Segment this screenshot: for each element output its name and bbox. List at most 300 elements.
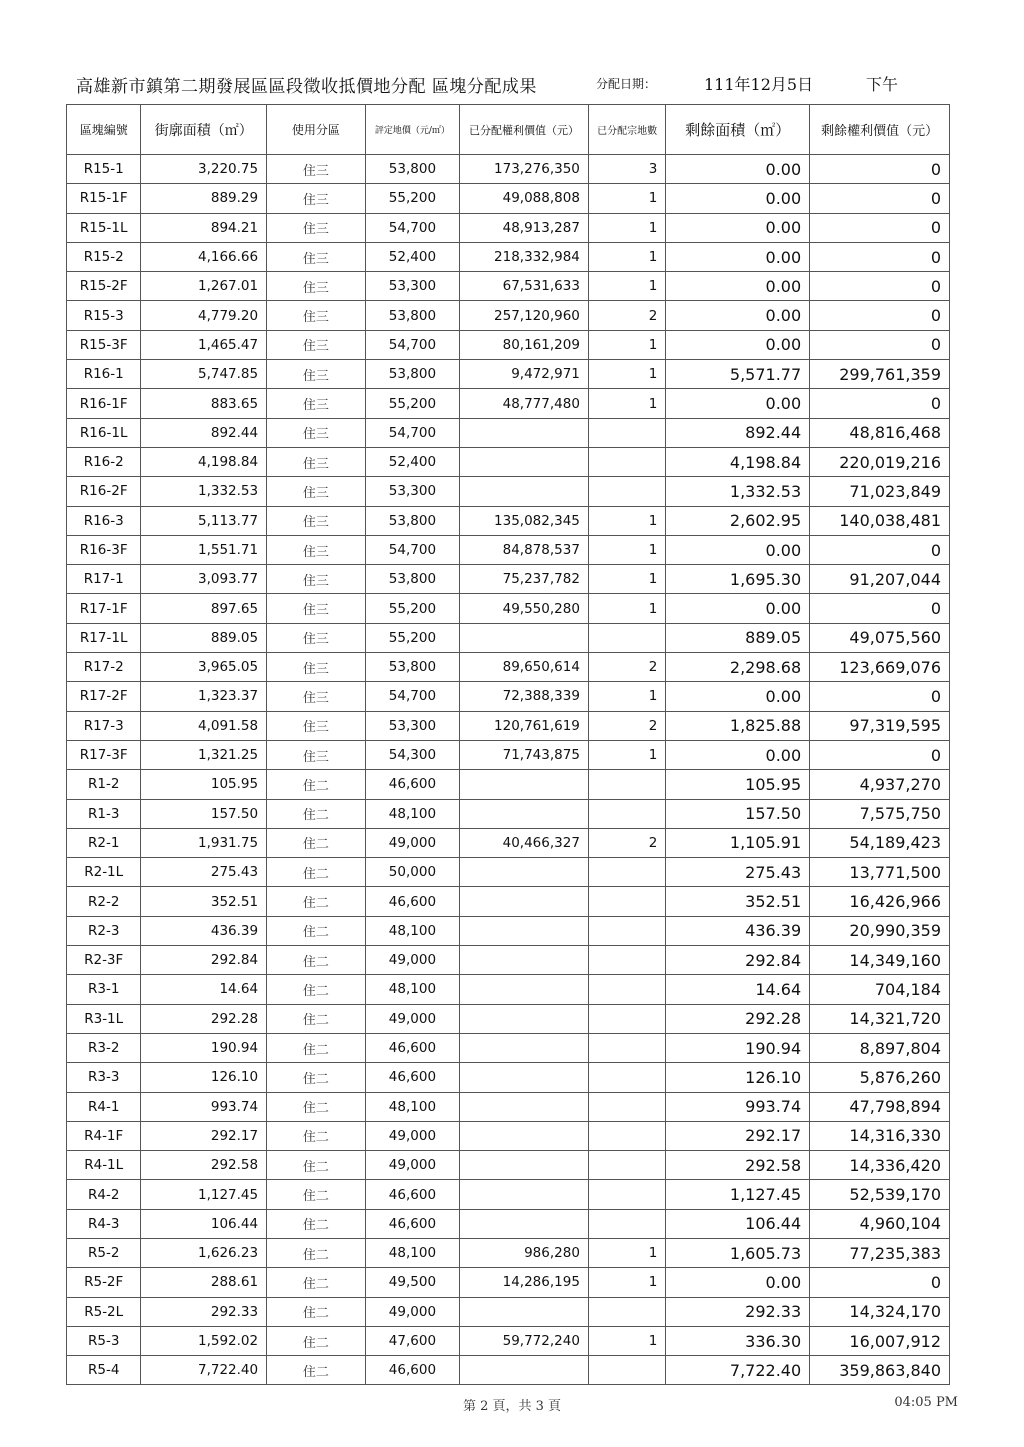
cell-block-id: R4-1 [67, 1092, 141, 1121]
cell-allocated-lots [588, 1151, 665, 1180]
table-row [67, 242, 950, 271]
cell-block-area: 106.44 [141, 1209, 267, 1238]
cell-block-id: R5-4 [67, 1356, 141, 1385]
table-row [67, 770, 950, 799]
cell-block-id: R3-1L [67, 1004, 141, 1033]
cell-assessed-price: 53,800 [365, 653, 460, 682]
cell-remaining-area: 275.43 [666, 858, 810, 887]
cell-remaining-value: 0 [810, 389, 950, 418]
cell-assessed-price: 48,100 [365, 916, 460, 945]
table-row [67, 360, 950, 389]
cell-remaining-value: 48,816,468 [810, 418, 950, 447]
cell-block-area: 883.65 [141, 389, 267, 418]
cell-remaining-area: 190.94 [666, 1033, 810, 1062]
cell-zoning: 住二 [267, 1297, 366, 1326]
page-number: 第 2 頁，共 3 頁 [462, 1399, 562, 1414]
cell-zoning: 住二 [267, 1238, 366, 1267]
cell-allocated-lots [588, 1209, 665, 1238]
table-row [67, 272, 950, 301]
cell-remaining-value: 0 [810, 1268, 950, 1297]
cell-remaining-value: 0 [810, 184, 950, 213]
cell-assessed-price: 49,000 [365, 828, 460, 857]
cell-block-area: 889.05 [141, 623, 267, 652]
cell-allocated-value [460, 799, 589, 828]
cell-block-area: 126.10 [141, 1063, 267, 1092]
cell-block-area: 1,321.25 [141, 740, 267, 769]
cell-assessed-price: 46,600 [365, 887, 460, 916]
cell-allocated-value [460, 887, 589, 916]
cell-remaining-value: 77,235,383 [810, 1238, 950, 1267]
column-header-allocated-lots: 已分配宗地數 [588, 105, 665, 155]
cell-allocated-lots [588, 799, 665, 828]
cell-block-id: R5-3 [67, 1326, 141, 1355]
cell-zoning: 住二 [267, 887, 366, 916]
cell-block-id: R2-1 [67, 828, 141, 857]
cell-assessed-price: 48,100 [365, 1092, 460, 1121]
cell-zoning: 住三 [267, 682, 366, 711]
cell-allocated-lots [588, 946, 665, 975]
cell-allocated-lots: 1 [588, 535, 665, 564]
cell-assessed-price: 46,600 [365, 1209, 460, 1238]
cell-block-area: 5,747.85 [141, 360, 267, 389]
cell-zoning: 住二 [267, 828, 366, 857]
cell-allocated-value: 9,472,971 [460, 360, 589, 389]
cell-allocated-value: 218,332,984 [460, 242, 589, 271]
cell-block-area: 292.58 [141, 1151, 267, 1180]
table-row [67, 155, 950, 184]
cell-block-id: R2-3 [67, 916, 141, 945]
cell-remaining-value: 220,019,216 [810, 447, 950, 476]
table-row [67, 828, 950, 857]
cell-remaining-area: 336.30 [666, 1326, 810, 1355]
cell-remaining-value: 14,321,720 [810, 1004, 950, 1033]
cell-allocated-lots [588, 418, 665, 447]
cell-allocated-lots: 1 [588, 682, 665, 711]
cell-zoning: 住三 [267, 272, 366, 301]
cell-allocated-lots: 1 [588, 565, 665, 594]
cell-allocated-value [460, 1092, 589, 1121]
cell-allocated-lots: 1 [588, 272, 665, 301]
cell-remaining-value: 4,960,104 [810, 1209, 950, 1238]
cell-remaining-value: 5,876,260 [810, 1063, 950, 1092]
cell-zoning: 住二 [267, 1180, 366, 1209]
cell-allocated-value: 89,650,614 [460, 653, 589, 682]
cell-remaining-area: 2,298.68 [666, 653, 810, 682]
cell-block-area: 157.50 [141, 799, 267, 828]
cell-zoning: 住二 [267, 770, 366, 799]
cell-block-id: R17-2 [67, 653, 141, 682]
cell-allocated-value [460, 975, 589, 1004]
cell-remaining-value: 14,336,420 [810, 1151, 950, 1180]
cell-block-area: 894.21 [141, 213, 267, 242]
table-row [67, 184, 950, 213]
table-row [67, 1063, 950, 1092]
table-row [67, 418, 950, 447]
cell-block-id: R3-1 [67, 975, 141, 1004]
cell-assessed-price: 53,300 [365, 477, 460, 506]
table-row [67, 477, 950, 506]
cell-allocated-value: 48,913,287 [460, 213, 589, 242]
cell-remaining-area: 0.00 [666, 155, 810, 184]
cell-allocated-value [460, 916, 589, 945]
cell-allocated-value [460, 946, 589, 975]
cell-block-id: R2-2 [67, 887, 141, 916]
cell-remaining-value: 20,990,359 [810, 916, 950, 945]
cell-remaining-value: 91,207,044 [810, 565, 950, 594]
cell-zoning: 住三 [267, 389, 366, 418]
cell-allocated-value: 75,237,782 [460, 565, 589, 594]
cell-allocated-value: 59,772,240 [460, 1326, 589, 1355]
cell-remaining-area: 0.00 [666, 389, 810, 418]
cell-zoning: 住三 [267, 506, 366, 535]
cell-zoning: 住二 [267, 946, 366, 975]
cell-block-id: R16-3F [67, 535, 141, 564]
cell-assessed-price: 49,000 [365, 1004, 460, 1033]
column-header-assessed-price: 評定地價（元/㎡） [365, 105, 460, 155]
cell-remaining-area: 352.51 [666, 887, 810, 916]
cell-block-area: 292.33 [141, 1297, 267, 1326]
cell-zoning: 住三 [267, 330, 366, 359]
cell-assessed-price: 46,600 [365, 1063, 460, 1092]
cell-zoning: 住三 [267, 447, 366, 476]
cell-block-id: R3-2 [67, 1033, 141, 1062]
cell-allocated-lots: 1 [588, 184, 665, 213]
cell-remaining-area: 1,695.30 [666, 565, 810, 594]
cell-allocated-lots: 1 [588, 1326, 665, 1355]
cell-remaining-value: 14,324,170 [810, 1297, 950, 1326]
cell-zoning: 住三 [267, 242, 366, 271]
cell-allocated-lots [588, 916, 665, 945]
cell-block-id: R15-3F [67, 330, 141, 359]
cell-block-id: R15-3 [67, 301, 141, 330]
cell-zoning: 住三 [267, 653, 366, 682]
cell-remaining-area: 1,127.45 [666, 1180, 810, 1209]
cell-block-area: 3,220.75 [141, 155, 267, 184]
cell-block-area: 14.64 [141, 975, 267, 1004]
cell-block-id: R16-1L [67, 418, 141, 447]
cell-remaining-value: 359,863,840 [810, 1356, 950, 1385]
cell-block-id: R4-1L [67, 1151, 141, 1180]
cell-block-area: 1,127.45 [141, 1180, 267, 1209]
cell-block-area: 352.51 [141, 887, 267, 916]
cell-block-area: 1,931.75 [141, 828, 267, 857]
cell-remaining-value: 16,007,912 [810, 1326, 950, 1355]
cell-block-id: R5-2 [67, 1238, 141, 1267]
cell-zoning: 住二 [267, 1004, 366, 1033]
table-row [67, 1297, 950, 1326]
cell-allocated-lots: 2 [588, 653, 665, 682]
cell-remaining-value: 140,038,481 [810, 506, 950, 535]
cell-remaining-area: 0.00 [666, 682, 810, 711]
cell-block-id: R15-2F [67, 272, 141, 301]
table-row [67, 1268, 950, 1297]
cell-allocated-value: 40,466,327 [460, 828, 589, 857]
cell-allocated-value [460, 1063, 589, 1092]
cell-allocated-value [460, 623, 589, 652]
cell-remaining-value: 14,349,160 [810, 946, 950, 975]
allocation-date-label: 分配日期： [596, 77, 657, 91]
cell-block-id: R15-1L [67, 213, 141, 242]
cell-block-area: 292.28 [141, 1004, 267, 1033]
cell-assessed-price: 53,300 [365, 711, 460, 740]
cell-allocated-lots: 1 [588, 1268, 665, 1297]
cell-block-area: 5,113.77 [141, 506, 267, 535]
cell-allocated-lots [588, 1033, 665, 1062]
cell-block-area: 4,166.66 [141, 242, 267, 271]
cell-assessed-price: 49,000 [365, 1121, 460, 1150]
cell-remaining-area: 1,605.73 [666, 1238, 810, 1267]
cell-assessed-price: 48,100 [365, 799, 460, 828]
cell-block-area: 3,965.05 [141, 653, 267, 682]
cell-remaining-value: 0 [810, 272, 950, 301]
cell-block-area: 1,267.01 [141, 272, 267, 301]
cell-allocated-lots [588, 858, 665, 887]
cell-allocated-lots: 1 [588, 360, 665, 389]
cell-assessed-price: 54,700 [365, 213, 460, 242]
cell-block-area: 993.74 [141, 1092, 267, 1121]
cell-allocated-lots [588, 1180, 665, 1209]
cell-block-area: 4,779.20 [141, 301, 267, 330]
allocation-table [66, 104, 950, 1385]
cell-zoning: 住二 [267, 1121, 366, 1150]
cell-allocated-value: 71,743,875 [460, 740, 589, 769]
cell-allocated-lots: 1 [588, 740, 665, 769]
cell-remaining-area: 0.00 [666, 242, 810, 271]
cell-block-id: R15-1 [67, 155, 141, 184]
cell-remaining-value: 4,937,270 [810, 770, 950, 799]
print-time: 04:05 PM [894, 1395, 958, 1410]
cell-block-id: R17-3F [67, 740, 141, 769]
table-row [67, 1326, 950, 1355]
cell-allocated-value [460, 1356, 589, 1385]
cell-assessed-price: 46,600 [365, 770, 460, 799]
table-row [67, 1004, 950, 1033]
cell-remaining-area: 14.64 [666, 975, 810, 1004]
table-row [67, 623, 950, 652]
cell-block-id: R16-2F [67, 477, 141, 506]
table-row [67, 711, 950, 740]
cell-block-area: 3,093.77 [141, 565, 267, 594]
cell-remaining-value: 123,669,076 [810, 653, 950, 682]
cell-allocated-lots [588, 975, 665, 1004]
table-row [67, 1209, 950, 1238]
cell-assessed-price: 55,200 [365, 594, 460, 623]
cell-allocated-value: 49,550,280 [460, 594, 589, 623]
cell-assessed-price: 49,000 [365, 946, 460, 975]
cell-remaining-value: 49,075,560 [810, 623, 950, 652]
cell-block-id: R16-2 [67, 447, 141, 476]
cell-remaining-area: 5,571.77 [666, 360, 810, 389]
cell-zoning: 住二 [267, 858, 366, 887]
cell-allocated-lots [588, 1356, 665, 1385]
cell-remaining-value: 0 [810, 330, 950, 359]
cell-assessed-price: 53,800 [365, 565, 460, 594]
cell-zoning: 住三 [267, 213, 366, 242]
cell-remaining-value: 299,761,359 [810, 360, 950, 389]
cell-remaining-value: 14,316,330 [810, 1121, 950, 1150]
cell-block-id: R17-3 [67, 711, 141, 740]
cell-remaining-value: 52,539,170 [810, 1180, 950, 1209]
table-row [67, 594, 950, 623]
cell-zoning: 住三 [267, 418, 366, 447]
cell-remaining-value: 0 [810, 242, 950, 271]
cell-remaining-value: 0 [810, 301, 950, 330]
cell-remaining-area: 292.33 [666, 1297, 810, 1326]
table-row [67, 916, 950, 945]
cell-zoning: 住三 [267, 301, 366, 330]
cell-block-id: R4-3 [67, 1209, 141, 1238]
cell-zoning: 住二 [267, 1356, 366, 1385]
cell-allocated-lots [588, 887, 665, 916]
cell-block-area: 1,551.71 [141, 535, 267, 564]
cell-block-id: R16-1F [67, 389, 141, 418]
cell-remaining-value: 0 [810, 594, 950, 623]
cell-allocated-value [460, 1121, 589, 1150]
cell-block-id: R15-2 [67, 242, 141, 271]
cell-block-area: 436.39 [141, 916, 267, 945]
cell-remaining-area: 0.00 [666, 740, 810, 769]
cell-assessed-price: 50,000 [365, 858, 460, 887]
cell-block-area: 288.61 [141, 1268, 267, 1297]
cell-allocated-lots [588, 447, 665, 476]
cell-block-area: 4,091.58 [141, 711, 267, 740]
cell-remaining-area: 1,332.53 [666, 477, 810, 506]
table-row [67, 1238, 950, 1267]
cell-zoning: 住二 [267, 799, 366, 828]
cell-block-id: R2-1L [67, 858, 141, 887]
cell-allocated-value [460, 1033, 589, 1062]
cell-zoning: 住三 [267, 623, 366, 652]
cell-zoning: 住三 [267, 535, 366, 564]
cell-remaining-area: 0.00 [666, 1268, 810, 1297]
cell-block-id: R1-3 [67, 799, 141, 828]
cell-assessed-price: 53,800 [365, 360, 460, 389]
cell-zoning: 住三 [267, 184, 366, 213]
cell-zoning: 住二 [267, 975, 366, 1004]
cell-remaining-value: 0 [810, 535, 950, 564]
cell-block-area: 1,592.02 [141, 1326, 267, 1355]
cell-remaining-area: 0.00 [666, 594, 810, 623]
table-body [67, 155, 950, 1385]
cell-allocated-value [460, 858, 589, 887]
cell-allocated-value [460, 1004, 589, 1033]
cell-zoning: 住二 [267, 1209, 366, 1238]
cell-assessed-price: 54,700 [365, 418, 460, 447]
document-header [76, 70, 976, 96]
cell-remaining-value: 16,426,966 [810, 887, 950, 916]
table-row [67, 887, 950, 916]
cell-zoning: 住二 [267, 1151, 366, 1180]
cell-remaining-area: 2,602.95 [666, 506, 810, 535]
cell-block-id: R17-1 [67, 565, 141, 594]
cell-block-area: 1,332.53 [141, 477, 267, 506]
cell-block-id: R17-2F [67, 682, 141, 711]
cell-zoning: 住三 [267, 477, 366, 506]
cell-block-area: 7,722.40 [141, 1356, 267, 1385]
cell-remaining-value: 8,897,804 [810, 1033, 950, 1062]
table-row [67, 1180, 950, 1209]
table-row [67, 1092, 950, 1121]
cell-block-id: R16-3 [67, 506, 141, 535]
cell-remaining-value: 54,189,423 [810, 828, 950, 857]
cell-zoning: 住三 [267, 155, 366, 184]
column-header-remaining-area: 剩餘面積（㎡） [666, 105, 810, 155]
cell-block-area: 889.29 [141, 184, 267, 213]
cell-assessed-price: 49,000 [365, 1297, 460, 1326]
cell-block-id: R3-3 [67, 1063, 141, 1092]
cell-zoning: 住二 [267, 1326, 366, 1355]
cell-assessed-price: 52,400 [365, 242, 460, 271]
cell-allocated-lots [588, 1004, 665, 1033]
table-row [67, 301, 950, 330]
cell-allocated-value: 67,531,633 [460, 272, 589, 301]
cell-allocated-lots: 2 [588, 301, 665, 330]
table-row [67, 535, 950, 564]
cell-remaining-area: 106.44 [666, 1209, 810, 1238]
cell-zoning: 住二 [267, 1268, 366, 1297]
cell-remaining-area: 292.84 [666, 946, 810, 975]
allocation-date-value: 111年12月5日 [704, 75, 814, 94]
table-row [67, 1356, 950, 1385]
allocation-period: 下午 [866, 75, 899, 94]
cell-block-area: 292.84 [141, 946, 267, 975]
cell-assessed-price: 53,800 [365, 506, 460, 535]
cell-assessed-price: 47,600 [365, 1326, 460, 1355]
table-row [67, 946, 950, 975]
cell-zoning: 住三 [267, 594, 366, 623]
cell-remaining-area: 0.00 [666, 184, 810, 213]
cell-allocated-lots: 1 [588, 242, 665, 271]
cell-allocated-lots [588, 1063, 665, 1092]
cell-remaining-area: 105.95 [666, 770, 810, 799]
table-row [67, 682, 950, 711]
cell-block-area: 275.43 [141, 858, 267, 887]
cell-remaining-value: 0 [810, 682, 950, 711]
cell-assessed-price: 54,700 [365, 682, 460, 711]
column-header-remaining-value: 剩餘權利價值（元） [810, 105, 950, 155]
cell-allocated-value: 257,120,960 [460, 301, 589, 330]
cell-allocated-value: 986,280 [460, 1238, 589, 1267]
cell-allocated-value [460, 477, 589, 506]
cell-allocated-value [460, 1297, 589, 1326]
cell-allocated-lots: 2 [588, 828, 665, 857]
cell-block-id: R5-2L [67, 1297, 141, 1326]
cell-allocated-lots [588, 477, 665, 506]
cell-zoning: 住二 [267, 916, 366, 945]
cell-allocated-value [460, 1151, 589, 1180]
cell-allocated-lots: 1 [588, 594, 665, 623]
cell-allocated-lots [588, 623, 665, 652]
cell-allocated-lots [588, 1121, 665, 1150]
table-row [67, 1121, 950, 1150]
cell-remaining-area: 436.39 [666, 916, 810, 945]
cell-assessed-price: 52,400 [365, 447, 460, 476]
cell-block-area: 105.95 [141, 770, 267, 799]
cell-remaining-value: 71,023,849 [810, 477, 950, 506]
table-row [67, 506, 950, 535]
cell-allocated-lots: 1 [588, 389, 665, 418]
cell-remaining-area: 0.00 [666, 330, 810, 359]
cell-block-id: R1-2 [67, 770, 141, 799]
cell-assessed-price: 55,200 [365, 389, 460, 418]
cell-block-id: R17-1F [67, 594, 141, 623]
cell-allocated-value [460, 418, 589, 447]
table-row [67, 389, 950, 418]
cell-assessed-price: 46,600 [365, 1356, 460, 1385]
cell-remaining-value: 0 [810, 213, 950, 242]
cell-block-area: 897.65 [141, 594, 267, 623]
cell-block-id: R2-3F [67, 946, 141, 975]
